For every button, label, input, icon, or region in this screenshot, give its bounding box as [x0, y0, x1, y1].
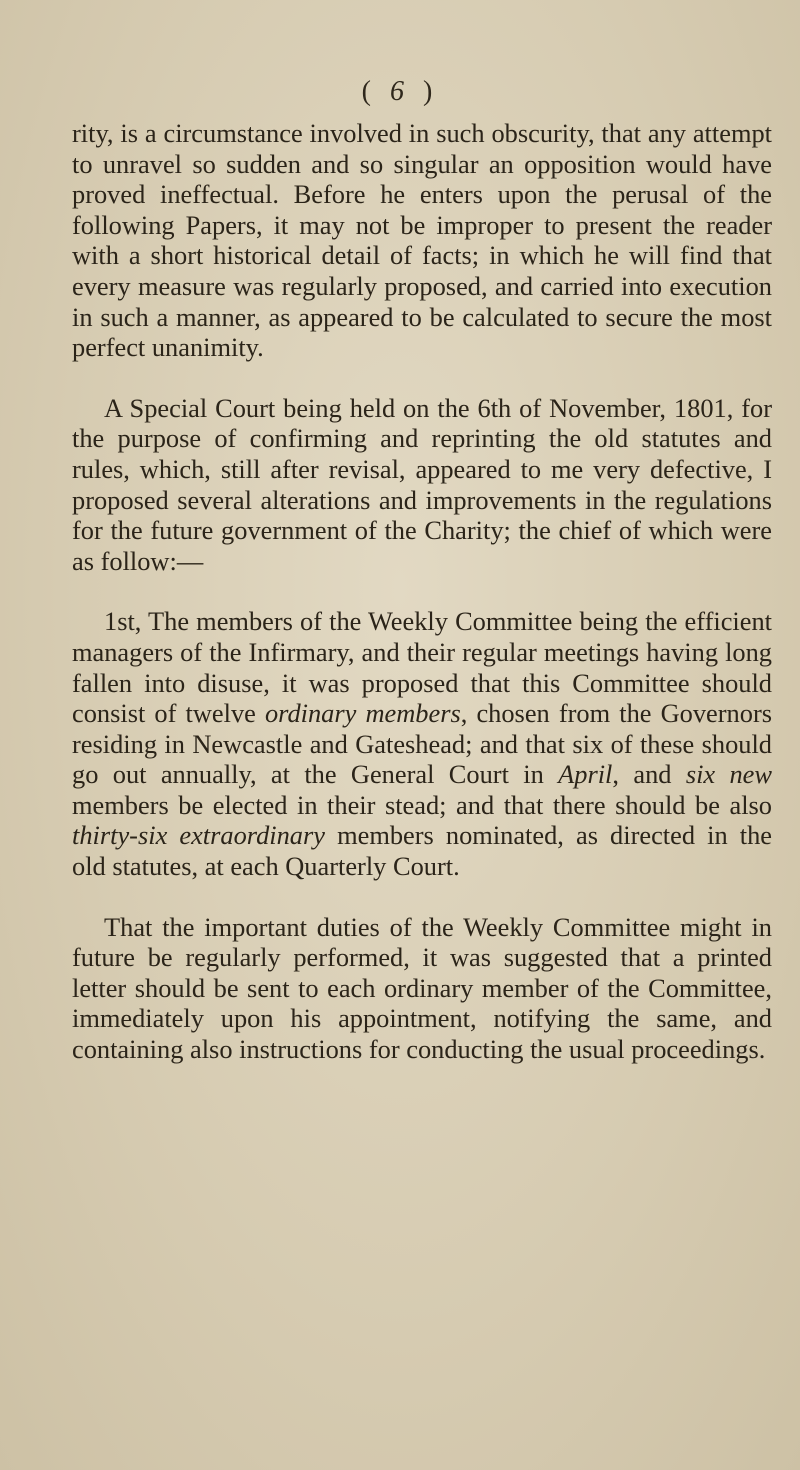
paragraph-3-text-c: , and [612, 759, 686, 790]
paragraph-3-text-b: , chosen from the Governors residing in Newcastle and Gateshead; and that six of these should go out annually, at the General Court in [72, 698, 773, 790]
paragraph-3 [72, 606, 772, 881]
paragraph-1 [72, 118, 772, 363]
paragraph-3-text-e: members nominated, as directed in the old statutes, at each Quarterly Court. [72, 820, 772, 882]
italic-thirty-six-extraordinary: thirty-six extraordinary [72, 820, 325, 851]
paragraph-4 [72, 912, 772, 1065]
page-number: ( 6 ) [361, 76, 439, 107]
italic-six-new: six new [685, 759, 772, 790]
paragraph-2 [72, 393, 772, 577]
paragraph-3-text-d: members be elected in their stead; and that there should be also [72, 789, 772, 820]
paragraph-1-text: rity, is a circumstance involved in such obscurity, that any attempt to unravel so sudden and so singular an opposition would have proved ineffectual. Before he enters upon the perusal of the following Papers, it may not be improper to present the reader with a short historical detail of facts; in which he will find that every measure was regularly proposed, and carried into execution in such a manner, as appeared to be calculated to secure the most perfect unanimity. [72, 118, 772, 363]
page-number-value: 6 [390, 76, 410, 107]
paragraph-2-text: A Special Court being held on the 6th of November, 1801, for the purpose of confirming and reprinting the old statutes and rules, which, still after revisal, appeared to me very defective, I proposed several alterations and improvements in the regulations for the future government of the Charity; the chief of which were as follow:— [72, 392, 772, 576]
paragraph-3-text-a: 1st, The members of the Weekly Committee being the efficient managers of the Infirmary, and their regular meetings having long fallen into disuse, it was proposed that this Committee should consist of twelve [72, 606, 772, 729]
italic-april: April [558, 759, 613, 790]
body-text [72, 118, 772, 1065]
paragraph-4-text: That the important duties of the Weekly Committee might in future be regularly performed, it was suggested that a printed letter should be sent to each ordinary member of the Committee, immediately upon his appointment, notifying the same, and containing also instructions for conducting the usual proceedings. [72, 911, 772, 1065]
italic-ordinary-members: ordinary members [264, 698, 461, 729]
